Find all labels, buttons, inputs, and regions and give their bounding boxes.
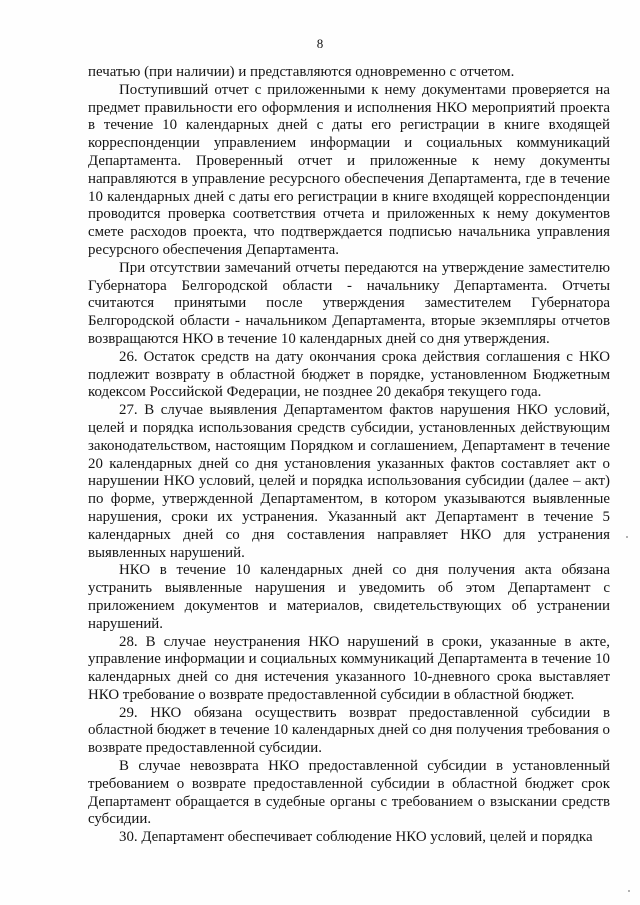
paragraph-report-approval: При отсутствии замечаний отчеты передаются на утверждение заместителю Губернатора Белгородской области - начальнику Департамента. Отчеты считаются принятыми после утверждения заместителем Губернатора Белгородской области - начальником Департамента, вторые экземпляры отчетов возвращаются НКО в течение 10 календарных дней со дня утверждения. bbox=[88, 259, 610, 347]
paragraph-non-return: В случае невозврата НКО предоставленной субсидии в установленный требованием о возврате предоставленной субсидии в областной бюджет срок Департамент обращается в судебные органы с требованием о взыскании средств субсидии. bbox=[88, 758, 610, 828]
paragraph-report-verification: Поступивший отчет с приложенными к нему документами проверяется на предмет правильности его оформления и исполнения НКО мероприятий проекта в течение 10 календарных дней с даты его регистрации в книге входящей корреспонденции управлением информации и социальных коммуникаций Департамента. Проверенный отчет и приложенные к нему документы направляются в управление ресурсного обеспечения Департамента, где в течение 10 календарных дней с даты его регистрации в книге входящей корреспонденции проводится проверка соответствия отчета и приложенных к нему документов смете расходов проекта, что подтверждается подписью начальника управления ресурсного обеспечения Департамента. bbox=[88, 81, 610, 258]
paragraph-clause-26: 26. Остаток средств на дату окончания срока действия соглашения с НКО подлежит возврату в областной бюджет в порядке, установленном Бюджетным кодексом Российской Федерации, не позднее 20 декабря текущего года. bbox=[88, 348, 610, 401]
page-number: 8 bbox=[316, 36, 324, 51]
paragraph-clause-27: 27. В случае выявления Департаментом фактов нарушения НКО условий, целей и порядка использования средств субсидии, установленных действующим законодательством, настоящим Порядком и соглашением, Департамент в течение 20 календарных дней со дня установления указанных фактов составляет акт о нарушении НКО условий, целей и порядка использования субсидии (далее – акт) по форме, утвержденной Департаментом, в котором указываются выявленные нарушения, сроки их устранения. Указанный акт Департамент в течение 5 календарных дней со дня составления направляет НКО для устранения выявленных нарушений. bbox=[88, 402, 610, 561]
paragraph-clause-29: 29. НКО обязана осуществить возврат предоставленной субсидии в областной бюджет в течение 10 календарных дней со дня получения требования о возврате предоставленной субсидии. bbox=[88, 704, 610, 757]
paragraph-clause-30: 30. Департамент обеспечивает соблюдение НКО условий, целей и порядка bbox=[119, 829, 593, 846]
paragraph-clause-28: 28. В случае неустранения НКО нарушений в сроки, указанные в акте, управление информации и социальных коммуникаций Департамента в течение 10 календарных дней со дня истечения указанного 10-дневного срока выставляет НКО требование о возврате предоставленной субсидии в областной бюджет. bbox=[88, 633, 610, 703]
document-body bbox=[88, 64, 610, 847]
paragraph-continuation: печатью (при наличии) и представляются одновременно с отчетом. bbox=[88, 64, 515, 80]
scan-speck bbox=[626, 536, 628, 538]
scan-speck bbox=[628, 890, 630, 892]
paragraph-violation-remedy: НКО в течение 10 календарных дней со дня получения акта обязана устранить выявленные нарушения и уведомить об этом Департамент с приложением документов и материалов, свидетельствующих об устранении нарушений. bbox=[88, 562, 610, 632]
